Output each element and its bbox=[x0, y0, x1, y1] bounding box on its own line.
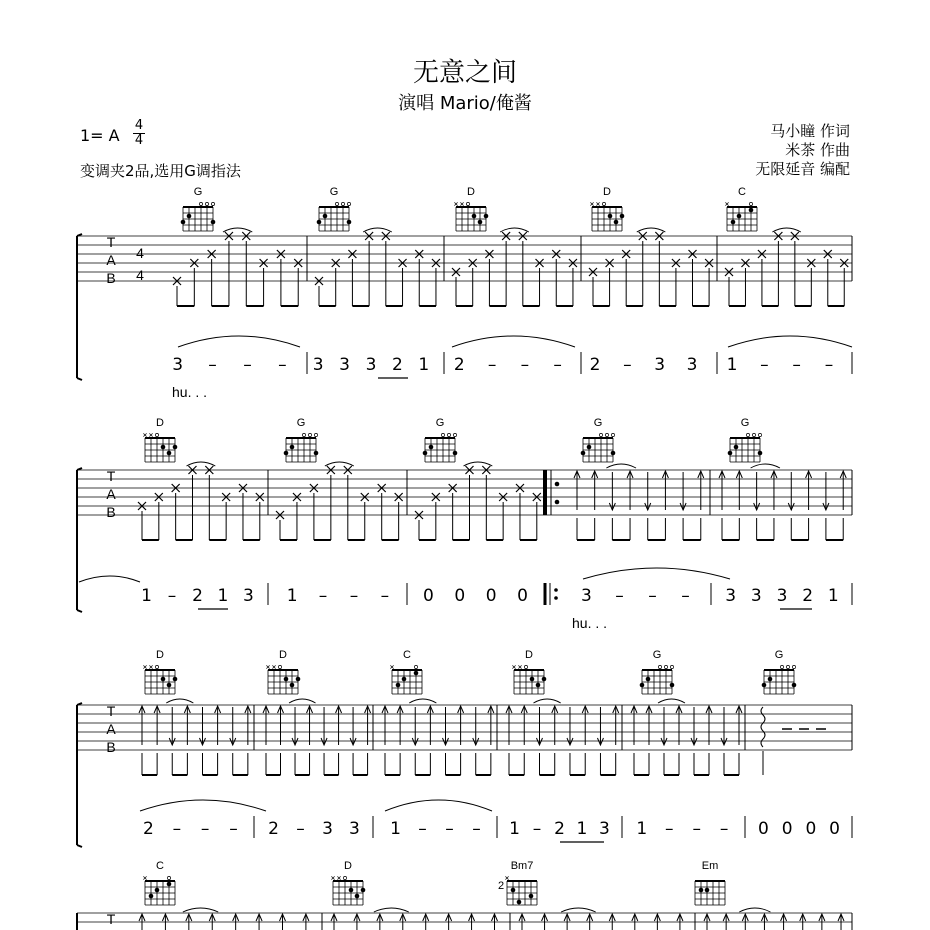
tie bbox=[739, 908, 770, 912]
dash: – bbox=[719, 819, 729, 839]
tie bbox=[289, 699, 316, 703]
tie bbox=[751, 464, 780, 468]
open-string bbox=[441, 433, 444, 436]
tie bbox=[561, 908, 596, 912]
composer-credit: 米茶 作曲 bbox=[785, 141, 850, 159]
finger-dot bbox=[472, 214, 477, 219]
dash: – bbox=[623, 355, 632, 375]
finger-dot bbox=[542, 677, 547, 682]
chord-name: C bbox=[403, 649, 411, 661]
fret-number: 2 bbox=[497, 880, 505, 892]
slur bbox=[583, 568, 730, 579]
song-subtitle: 演唱 Mario/俺酱 bbox=[398, 93, 532, 114]
finger-dot bbox=[361, 888, 366, 893]
dash: – bbox=[760, 355, 769, 375]
notation-bar bbox=[172, 355, 286, 375]
open-string bbox=[167, 876, 170, 879]
open-string bbox=[347, 202, 350, 205]
open-string bbox=[664, 665, 667, 668]
finger-dot bbox=[429, 445, 434, 450]
open-string bbox=[278, 665, 281, 668]
finger-dot bbox=[511, 888, 516, 893]
tab-letter-a: A bbox=[106, 721, 116, 737]
tie bbox=[533, 699, 560, 703]
finger-dot bbox=[414, 671, 419, 676]
slur bbox=[728, 336, 852, 347]
arpeggio-bar bbox=[276, 462, 403, 540]
open-string bbox=[752, 433, 755, 436]
chord-name: D bbox=[156, 417, 164, 429]
notation-bar bbox=[581, 586, 690, 606]
finger-dot bbox=[614, 220, 619, 225]
notation-bar bbox=[143, 819, 238, 839]
note-number: 2 bbox=[453, 355, 465, 375]
note-number: 3 bbox=[172, 355, 184, 375]
open-string bbox=[599, 433, 602, 436]
chord-name: G bbox=[652, 649, 662, 661]
capo-note: 变调夹2品,选用G调指法 bbox=[80, 162, 241, 180]
arpeggio-bar bbox=[589, 228, 713, 306]
finger-dot bbox=[530, 677, 535, 682]
finger-dot bbox=[587, 445, 592, 450]
open-string bbox=[453, 433, 456, 436]
chord-name: C bbox=[738, 186, 746, 198]
dash: – bbox=[418, 819, 427, 839]
dash: – bbox=[532, 819, 542, 839]
finger-dot bbox=[187, 214, 192, 219]
note-number: 3 bbox=[686, 355, 698, 375]
finger-dot bbox=[181, 220, 186, 225]
open-string bbox=[792, 665, 795, 668]
chord-diagram-g bbox=[181, 186, 216, 231]
finger-dot bbox=[290, 445, 295, 450]
dash: – bbox=[472, 819, 481, 839]
chord-name: D bbox=[525, 649, 533, 661]
finger-dot bbox=[296, 677, 301, 682]
finger-dot bbox=[211, 220, 216, 225]
note-number: 2 bbox=[192, 586, 203, 606]
finger-dot bbox=[323, 214, 328, 219]
dash: – bbox=[445, 819, 454, 839]
finger-dot bbox=[646, 677, 651, 682]
tab-letter-a: A bbox=[106, 486, 116, 502]
finger-dot bbox=[355, 894, 360, 899]
note-number: 1 bbox=[286, 586, 298, 606]
dash: – bbox=[648, 586, 657, 606]
tie bbox=[374, 908, 409, 912]
tie bbox=[637, 228, 666, 232]
notation-bar bbox=[590, 355, 698, 375]
arpeggio-bar bbox=[452, 228, 577, 306]
notation-bar bbox=[454, 355, 562, 375]
note-number: 3 bbox=[750, 586, 762, 606]
finger-dot bbox=[620, 214, 625, 219]
chord-name: G bbox=[435, 417, 445, 429]
finger-dot bbox=[161, 677, 166, 682]
note-number: 3 bbox=[725, 586, 737, 606]
dash: – bbox=[229, 819, 238, 839]
open-string bbox=[343, 876, 346, 879]
tab-time-top: 4 bbox=[136, 245, 144, 261]
note-number: 3 bbox=[322, 819, 333, 839]
tie bbox=[606, 464, 636, 468]
finger-dot bbox=[478, 220, 483, 225]
note-number: 3 bbox=[654, 355, 666, 375]
finger-dot bbox=[161, 445, 166, 450]
finger-dot bbox=[611, 451, 616, 456]
dash: – bbox=[167, 586, 177, 606]
open-string bbox=[524, 665, 527, 668]
tie bbox=[186, 462, 215, 466]
finger-dot bbox=[734, 445, 739, 450]
open-string bbox=[658, 665, 661, 668]
chord-name: G bbox=[740, 417, 750, 429]
chord-name: G bbox=[296, 417, 306, 429]
dash: – bbox=[349, 586, 359, 606]
note-number: 0 bbox=[758, 819, 769, 839]
note-number: 3 bbox=[243, 586, 254, 606]
strum-bar bbox=[719, 464, 846, 540]
note-number: 0 bbox=[805, 819, 817, 839]
arpeggio-bar bbox=[138, 462, 264, 540]
lyric-text: hu. . . bbox=[172, 384, 208, 400]
finger-dot bbox=[731, 220, 736, 225]
chord-diagram-c bbox=[390, 649, 422, 694]
notation-bar bbox=[509, 819, 610, 839]
strum-bar bbox=[506, 699, 619, 775]
chord-diagram-g bbox=[317, 186, 352, 231]
chord-diagram-d bbox=[266, 649, 300, 694]
strum-bar bbox=[574, 464, 704, 540]
chord-name: G bbox=[329, 186, 339, 198]
note-number: 1 bbox=[509, 819, 521, 839]
chord-name: C bbox=[156, 860, 164, 872]
notation-bar bbox=[423, 586, 528, 606]
finger-dot bbox=[284, 677, 289, 682]
open-string bbox=[605, 433, 608, 436]
chord-name: D bbox=[279, 649, 287, 661]
note-number: 0 bbox=[422, 586, 434, 606]
note-number: 1 bbox=[576, 819, 588, 839]
arpeggio-bar bbox=[415, 462, 541, 540]
open-string bbox=[414, 665, 417, 668]
slur bbox=[79, 576, 140, 582]
tie bbox=[363, 228, 392, 232]
strum-bar bbox=[704, 908, 844, 930]
note-number: 2 bbox=[554, 819, 565, 839]
tie bbox=[772, 228, 800, 232]
dash: – bbox=[172, 819, 182, 839]
repeat-dot bbox=[555, 482, 560, 487]
dash: – bbox=[200, 819, 210, 839]
dash: – bbox=[208, 355, 217, 375]
note-number: 2 bbox=[143, 819, 154, 839]
notation-bar bbox=[636, 819, 728, 839]
strum-bar bbox=[382, 699, 494, 775]
tie bbox=[409, 699, 436, 703]
notation-bar bbox=[390, 819, 481, 839]
finger-dot bbox=[453, 451, 458, 456]
open-string bbox=[466, 202, 469, 205]
open-string bbox=[205, 202, 208, 205]
open-string bbox=[602, 202, 605, 205]
finger-dot bbox=[423, 451, 428, 456]
chord-name: D bbox=[344, 860, 352, 872]
note-number: 1 bbox=[636, 819, 648, 839]
finger-dot bbox=[167, 683, 172, 688]
open-string bbox=[314, 433, 317, 436]
finger-dot bbox=[173, 445, 178, 450]
dash: – bbox=[792, 355, 801, 375]
repeat-dot bbox=[555, 500, 560, 505]
finger-dot bbox=[737, 214, 742, 219]
tab-letter-t: T bbox=[106, 703, 116, 719]
notation-bar bbox=[725, 586, 838, 606]
open-string bbox=[199, 202, 202, 205]
finger-dot bbox=[173, 677, 178, 682]
notation-bar bbox=[268, 819, 360, 839]
open-string bbox=[786, 665, 789, 668]
strum-bar bbox=[519, 908, 683, 930]
lyricist-credit: 马小瞳 作词 bbox=[770, 122, 850, 140]
note-number: 2 bbox=[589, 355, 601, 375]
chord-name: G bbox=[193, 186, 203, 198]
finger-dot bbox=[149, 894, 154, 899]
finger-dot bbox=[396, 683, 401, 688]
strum-bar bbox=[631, 699, 742, 775]
finger-dot bbox=[484, 214, 489, 219]
finger-dot bbox=[314, 451, 319, 456]
open-string bbox=[611, 433, 614, 436]
finger-dot bbox=[581, 451, 586, 456]
chord-diagram-g bbox=[762, 649, 797, 694]
tab-letter-a: A bbox=[106, 252, 116, 268]
finger-dot bbox=[728, 451, 733, 456]
tab-letter-b: B bbox=[106, 739, 116, 755]
tab-letter-t: T bbox=[106, 468, 116, 484]
open-string bbox=[746, 433, 749, 436]
note-number: 3 bbox=[349, 819, 360, 839]
finger-dot bbox=[699, 888, 704, 893]
note-number: 1 bbox=[418, 355, 430, 375]
tab-staff-3 bbox=[77, 705, 852, 750]
finger-dot bbox=[402, 677, 407, 682]
tie bbox=[325, 462, 354, 466]
chord-diagram-em bbox=[695, 860, 725, 905]
dash: – bbox=[615, 586, 624, 606]
chord-diagram-g bbox=[581, 417, 616, 462]
chord-name: Em bbox=[701, 860, 719, 872]
tab-letter-t: T bbox=[106, 911, 116, 927]
note-number: 3 bbox=[312, 355, 324, 375]
strum-bar bbox=[331, 908, 497, 930]
chord-diagram-c bbox=[143, 860, 175, 905]
open-string bbox=[211, 202, 214, 205]
chord-diagram-d bbox=[143, 649, 177, 694]
dash: – bbox=[665, 819, 674, 839]
open-string bbox=[670, 665, 673, 668]
dash: – bbox=[681, 586, 690, 606]
key-signature: 1= A bbox=[80, 126, 120, 145]
tie bbox=[183, 908, 218, 912]
dash: – bbox=[520, 355, 530, 375]
open-string bbox=[335, 202, 338, 205]
arranger-credit: 无限延音 编配 bbox=[755, 160, 850, 178]
chord-diagram-g bbox=[728, 417, 763, 462]
notation-bar bbox=[727, 355, 834, 375]
finger-dot bbox=[167, 882, 172, 887]
open-string bbox=[308, 433, 311, 436]
note-number: 2 bbox=[802, 586, 814, 606]
finger-dot bbox=[705, 888, 710, 893]
note-number: 3 bbox=[776, 586, 788, 606]
dash: – bbox=[487, 355, 497, 375]
finger-dot bbox=[155, 888, 160, 893]
chord-diagram-d bbox=[512, 649, 546, 694]
chord-diagram-d bbox=[590, 186, 624, 231]
finger-dot bbox=[529, 894, 534, 899]
finger-dot bbox=[349, 888, 354, 893]
repeat-dot bbox=[554, 588, 558, 592]
lyric-text: hu. . . bbox=[572, 615, 608, 631]
open-string bbox=[780, 665, 783, 668]
notation-bar bbox=[287, 586, 389, 606]
song-title: 无意之间 bbox=[412, 58, 517, 88]
finger-dot bbox=[608, 214, 613, 219]
finger-dot bbox=[640, 683, 645, 688]
dash: – bbox=[296, 819, 305, 839]
open-string bbox=[302, 433, 305, 436]
finger-dot bbox=[749, 208, 754, 213]
slur bbox=[452, 336, 575, 347]
note-number: 2 bbox=[392, 355, 403, 375]
tie bbox=[463, 462, 492, 466]
dash: – bbox=[692, 819, 701, 839]
dash: – bbox=[380, 586, 390, 606]
tie bbox=[166, 699, 193, 703]
dash: – bbox=[278, 355, 287, 375]
tab-time-bottom: 4 bbox=[136, 267, 144, 283]
chord-diagram-g bbox=[423, 417, 458, 462]
slur bbox=[178, 336, 300, 347]
note-number: 1 bbox=[390, 819, 401, 839]
tab-letter-b: B bbox=[106, 504, 116, 520]
chord-name: G bbox=[593, 417, 603, 429]
tab-letter-b: B bbox=[106, 270, 116, 286]
strum-bar bbox=[139, 908, 309, 930]
finger-dot bbox=[792, 683, 797, 688]
open-string bbox=[447, 433, 450, 436]
open-string bbox=[155, 665, 158, 668]
finger-dot bbox=[536, 683, 541, 688]
note-number: 1 bbox=[726, 355, 738, 375]
chord-name: D bbox=[603, 186, 611, 198]
finger-dot bbox=[347, 220, 352, 225]
note-number: 0 bbox=[517, 586, 529, 606]
note-number: 0 bbox=[485, 586, 497, 606]
dash: – bbox=[318, 586, 328, 606]
chord-name: Bm7 bbox=[510, 860, 534, 872]
note-number: 0 bbox=[829, 819, 840, 839]
finger-dot bbox=[284, 451, 289, 456]
chord-name: G bbox=[774, 649, 784, 661]
note-number: 1 bbox=[217, 586, 229, 606]
notation-bar bbox=[313, 355, 429, 375]
chord-diagram-g bbox=[640, 649, 675, 694]
open-string bbox=[749, 202, 752, 205]
tie bbox=[658, 699, 685, 703]
arpeggio-bar bbox=[725, 228, 848, 306]
slur bbox=[140, 800, 266, 811]
dash: – bbox=[553, 355, 562, 375]
finger-dot bbox=[290, 683, 295, 688]
time-bottom: 4 bbox=[134, 133, 144, 148]
chord-diagram-d bbox=[143, 417, 177, 462]
tab-letter-t: T bbox=[106, 234, 116, 250]
slur bbox=[385, 800, 492, 811]
note-number: 1 bbox=[827, 586, 839, 606]
note-number: 0 bbox=[781, 819, 793, 839]
chord-diagram-d bbox=[331, 860, 365, 905]
strum-bar bbox=[263, 699, 371, 775]
arpeggio-bar bbox=[315, 228, 440, 306]
dash: – bbox=[824, 355, 834, 375]
notation-bar bbox=[758, 819, 840, 839]
notation-bar bbox=[141, 586, 254, 606]
repeat-dot bbox=[554, 596, 558, 600]
finger-dot bbox=[670, 683, 675, 688]
open-string bbox=[341, 202, 344, 205]
tab-staff-1 bbox=[77, 236, 852, 281]
finger-dot bbox=[517, 900, 522, 905]
time-top: 4 bbox=[134, 118, 144, 133]
note-number: 3 bbox=[581, 586, 592, 606]
arpeggio-bar bbox=[173, 228, 302, 306]
tab-staff-2 bbox=[77, 470, 852, 515]
note-number: 3 bbox=[598, 819, 610, 839]
chord-diagram-d bbox=[454, 186, 488, 231]
finger-dot bbox=[758, 451, 763, 456]
tie bbox=[223, 228, 252, 232]
finger-dot bbox=[167, 451, 172, 456]
dash: – bbox=[243, 355, 252, 375]
note-number: 3 bbox=[339, 355, 350, 375]
chord-diagram-c bbox=[725, 186, 757, 231]
note-number: 3 bbox=[365, 355, 377, 375]
chord-diagram-bm7 bbox=[498, 860, 537, 905]
note-number: 0 bbox=[454, 586, 466, 606]
finger-dot bbox=[768, 677, 773, 682]
open-string bbox=[155, 433, 158, 436]
strum-bar bbox=[139, 699, 251, 775]
chord-diagram-g bbox=[284, 417, 319, 462]
chord-name: D bbox=[156, 649, 164, 661]
note-number: 2 bbox=[268, 819, 279, 839]
note-number: 1 bbox=[141, 586, 152, 606]
chord-name: D bbox=[467, 186, 475, 198]
tie bbox=[500, 228, 529, 232]
open-string bbox=[758, 433, 761, 436]
tab-staff-4 bbox=[77, 913, 852, 930]
finger-dot bbox=[317, 220, 322, 225]
finger-dot bbox=[762, 683, 767, 688]
